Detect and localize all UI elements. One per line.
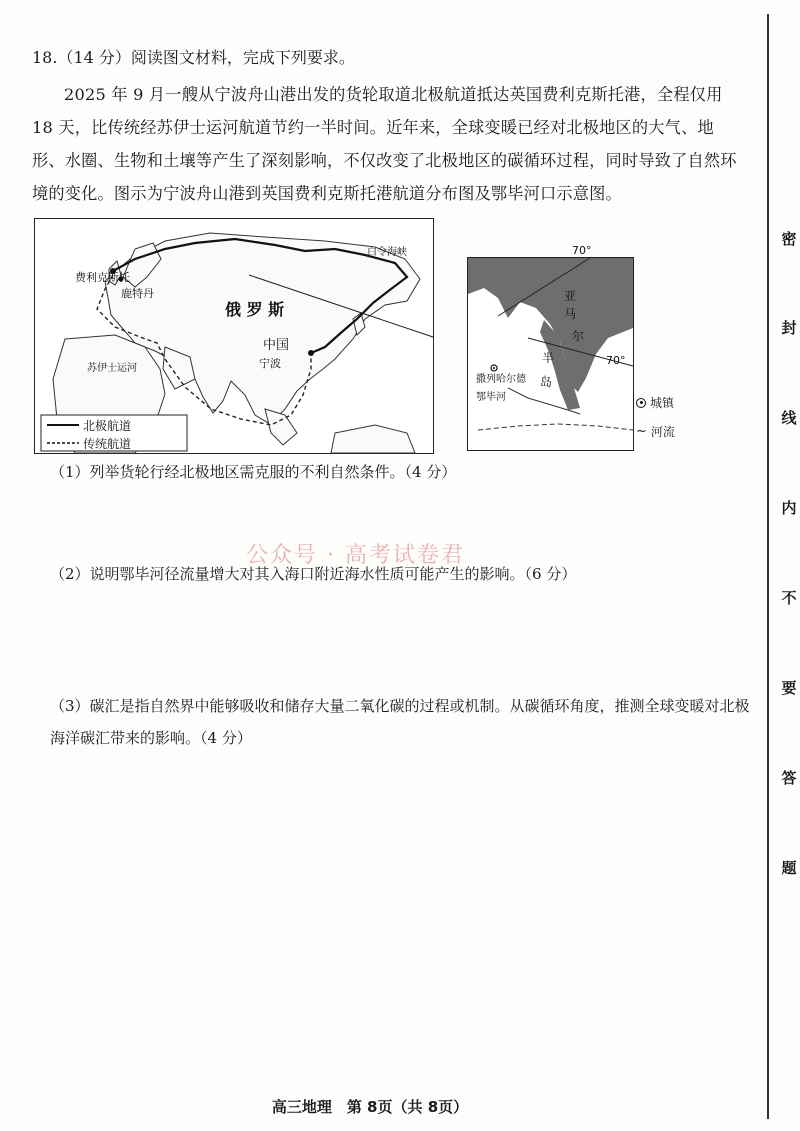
inset-lat-top: 70° xyxy=(572,244,592,257)
watermark: 公众号 · 高考试卷君 xyxy=(246,543,465,568)
route-map-svg xyxy=(35,219,433,453)
route-map xyxy=(34,218,434,454)
question-header: 18.（14 分）阅读图文材料，完成下列要求。 xyxy=(32,48,355,67)
binding-line xyxy=(767,14,769,1119)
binding-char-6: 要 xyxy=(781,679,797,697)
australia-edge xyxy=(331,425,415,453)
ningbo-port xyxy=(308,350,314,356)
binding-char-4: 内 xyxy=(781,499,797,517)
peninsula-char-2: 马 xyxy=(564,307,577,321)
binding-char-3: 线 xyxy=(781,409,797,427)
legend-traditional-label: 传统航道 xyxy=(83,437,132,451)
legend-town-label: 城镇 xyxy=(650,396,675,410)
rotterdam-label: 鹿特丹 xyxy=(121,287,154,300)
ningbo-label: 宁波 xyxy=(259,357,281,370)
page-footer: 高三地理 第 8页（共 8页） xyxy=(271,1098,469,1116)
bering-label: 白令海峡 xyxy=(367,247,407,258)
salekhard-label: 撒列哈尔德 xyxy=(476,374,526,385)
binding-char-7: 答 xyxy=(781,769,797,787)
ob-river-lower xyxy=(478,424,633,430)
china-label: 中国 xyxy=(263,338,290,353)
felixstowe-label: 费利克斯托 xyxy=(75,271,130,284)
question-paragraph: 2025 年 9 月一艘从宁波舟山港出发的货轮取道北极航道抵达英国费利克斯托港，全程仅用 18 天，比传统经苏伊士运河航道节约一半时间。近年来，全球变暖已经对北极地区的大气、地形、水圈、生物和土壤等产生了深刻影响，不仅改变了北极地区的碳循环过程，同时导致了自然环境的变化。图示为宁波舟山港到英国费利克斯托港航道分布图及鄂毕河口示意图。 xyxy=(32,85,737,203)
sub-question-1: （1）列举货轮行经北极地区需克服的不利自然条件。（4 分） xyxy=(50,463,457,481)
legend-arctic-label: 北极航道 xyxy=(83,419,132,433)
southeast-asia xyxy=(265,409,297,445)
town-icon xyxy=(636,398,646,408)
kara-sea xyxy=(468,258,633,392)
peninsula-char-3: 尔 xyxy=(572,329,585,343)
peninsula-char-4: 半 xyxy=(542,351,555,365)
sub-question-2: （2）说明鄂毕河径流量增大对其入海口附近海水性质可能产生的影响。（6 分） xyxy=(50,565,577,583)
ob-estuary-inset-map xyxy=(467,244,634,451)
inset-svg xyxy=(468,244,633,450)
binding-char-8: 题 xyxy=(781,859,797,877)
peninsula-char-1: 亚 xyxy=(564,289,577,303)
suez-label: 苏伊士运河 xyxy=(87,363,137,374)
russia-label: 俄 罗 斯 xyxy=(225,300,285,319)
inset-lat-right: 70° xyxy=(606,354,626,367)
legend-town-row xyxy=(636,394,675,411)
ob-label: 鄂毕河 xyxy=(476,392,506,403)
binding-char-5: 不 xyxy=(781,589,797,607)
inset-legend xyxy=(636,394,675,440)
binding-char-1: 密 xyxy=(781,230,797,248)
river-icon: ~ xyxy=(636,424,647,439)
legend-river-label: 河流 xyxy=(650,425,675,439)
peninsula-char-5: 岛 xyxy=(540,375,553,389)
legend-river-row xyxy=(636,423,675,440)
sub-question-3: （3）碳汇是指自然界中能够吸收和储存大量二氧化碳的过程或机制。从碳循环角度，推测全球变暖对北极海洋碳汇带来的影响。（4 分） xyxy=(50,697,750,747)
binding-char-2: 封 xyxy=(781,319,797,337)
